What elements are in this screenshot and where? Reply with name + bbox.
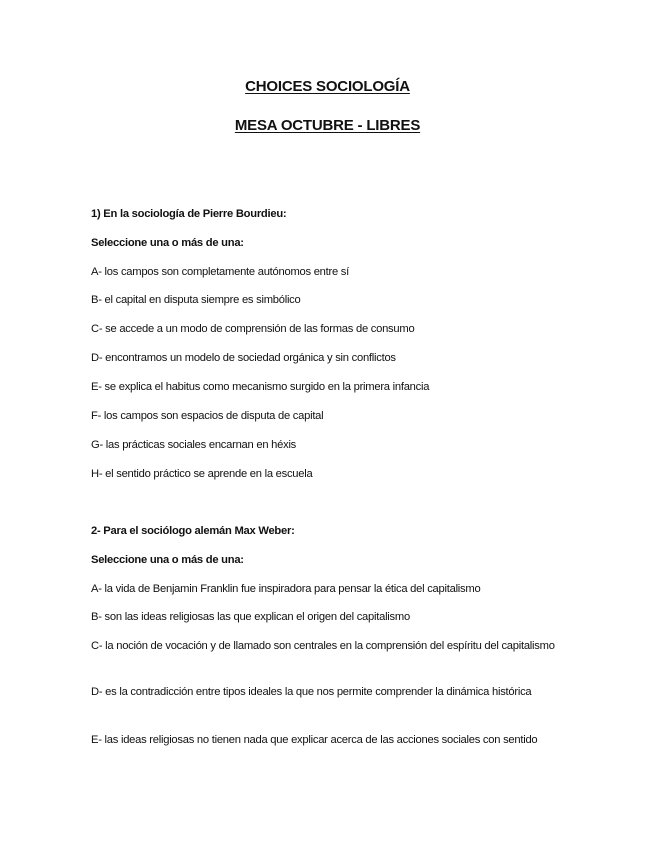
question-1-option-d: D- encontramos un modelo de sociedad orgánica y sin conflictos	[91, 352, 396, 364]
question-1-option-c: C- se accede a un modo de comprensión de las formas de consumo	[91, 323, 415, 335]
question-2-option-c: C- la noción de vocación y de llamado son centrales en la comprensión del espíritu del capitalismo	[91, 640, 555, 652]
question-1-option-a: A- los campos son completamente autónomos entre sí	[91, 266, 349, 278]
question-2-option-b: B- son las ideas religiosas las que explican el origen del capitalismo	[91, 611, 410, 623]
question-1-option-e: E- se explica el habitus como mecanismo surgido en la primera infancia	[91, 381, 430, 393]
question-1-option-h: H- el sentido práctico se aprende en la escuela	[91, 468, 313, 480]
question-1-option-b: B- el capital en disputa siempre es simbólico	[91, 294, 301, 306]
question-1-option-g: G- las prácticas sociales encarnan en héxis	[91, 439, 297, 451]
question-1-option-f: F- los campos son espacios de disputa de capital	[91, 410, 324, 422]
question-1-heading: 1) En la sociología de Pierre Bourdieu:	[91, 208, 287, 220]
question-2-instruction: Seleccione una o más de una:	[91, 554, 244, 566]
question-2-option-e: E- las ideas religiosas no tienen nada que explicar acerca de las acciones sociales con sentido	[91, 734, 538, 746]
question-2-option-d: D- es la contradicción entre tipos ideales la que nos permite comprender la dinámica histórica	[91, 686, 532, 698]
question-2-heading: 2- Para el sociólogo alemán Max Weber:	[91, 525, 295, 537]
question-2-option-a: A- la vida de Benjamin Franklin fue inspiradora para pensar la ética del capitalismo	[91, 583, 481, 595]
document-title: CHOICES SOCIOLOGÍA	[245, 78, 410, 95]
document-subtitle: MESA OCTUBRE - LIBRES	[234, 117, 421, 134]
question-1-instruction: Seleccione una o más de una:	[91, 237, 244, 249]
